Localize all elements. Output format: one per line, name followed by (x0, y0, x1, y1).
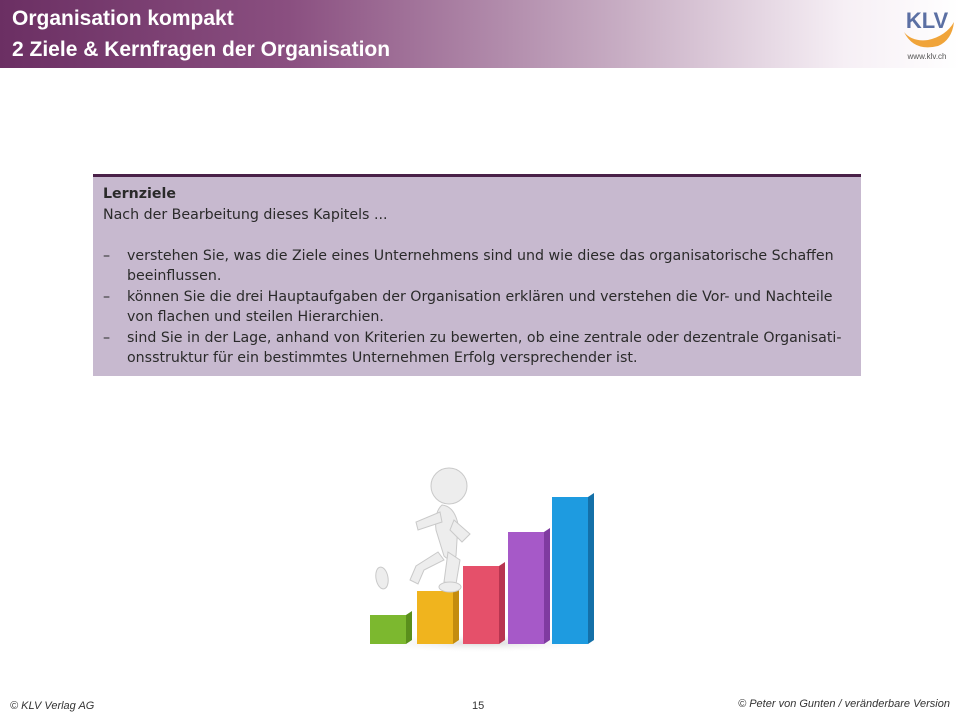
bullet-dash: – (103, 288, 111, 305)
bar-3-side (499, 562, 505, 644)
climbing-figure (374, 468, 470, 592)
learning-goals-intro: Nach der Bearbeitung dieses Kapitels ... (103, 206, 388, 223)
bar-2 (417, 591, 453, 644)
footer-author: © Peter von Gunten / veränderbare Version (738, 698, 950, 710)
learning-goals-list (103, 246, 851, 369)
footer-copyright: © KLV Verlag AG (10, 700, 95, 712)
learning-goal-item (103, 328, 851, 369)
klv-logo-icon (898, 2, 956, 52)
bullet-dash: – (103, 329, 111, 346)
bar-1-side (406, 611, 412, 644)
bullet-dash: – (103, 247, 111, 264)
learning-goal-item (103, 287, 851, 328)
slide-subtitle: 2 Ziele & Kernfragen der Organisation (12, 38, 391, 61)
bar-1 (370, 615, 406, 644)
learning-goal-line: von flachen und steilen Hierarchien. (127, 309, 384, 325)
learning-goals-box (93, 174, 861, 376)
bar-2-side (453, 587, 459, 644)
learning-goals-heading: Lernziele (103, 186, 176, 202)
page-number: 15 (472, 700, 485, 712)
logo-text: KLV (905, 8, 949, 33)
bar-3 (463, 566, 499, 644)
learning-goal-line: beeinflussen. (127, 268, 222, 284)
bar-5 (552, 497, 588, 644)
slide-title: Organisation kompakt (12, 7, 234, 30)
slide-header (0, 0, 960, 68)
learning-goal-line: verstehen Sie, was die Ziele eines Unternehmens sind und wie diese das organisatorische Schaffen (127, 247, 834, 264)
bar-4-side (544, 528, 550, 644)
learning-goal-line: sind Sie in der Lage, anhand von Kriterien zu bewerten, ob eine zentrale oder dezentrale Organisati- (127, 329, 842, 346)
learning-goal-item (103, 246, 851, 287)
figure-climbing-bar-chart-icon (358, 460, 608, 660)
bar-5-side (588, 493, 594, 644)
logo-url: www.klv.ch (907, 52, 947, 61)
bar-4 (508, 532, 544, 644)
learning-goal-line: können Sie die drei Hauptaufgaben der Organisation erklären und verstehen die Vor- und Nachteile (127, 288, 833, 305)
learning-goal-line: onsstruktur für ein bestimmtes Unternehmen Erfolg versprechender ist. (127, 350, 638, 366)
